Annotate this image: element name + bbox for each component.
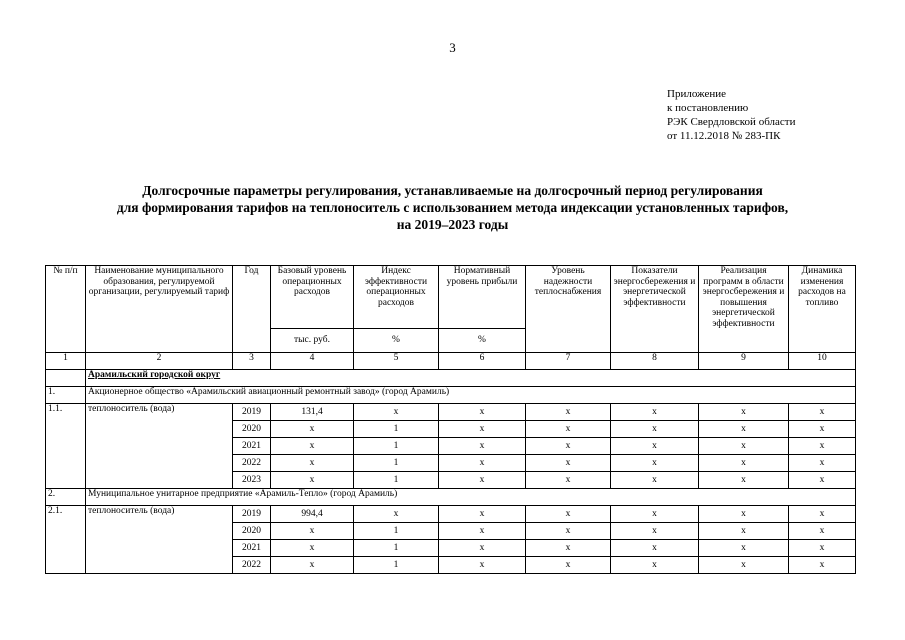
value-cell: x	[789, 421, 856, 438]
value-cell: x	[439, 472, 526, 489]
column-number: 2	[86, 353, 233, 370]
value-cell: x	[699, 540, 789, 557]
appendix-line: Приложение	[667, 88, 727, 100]
title-line: для формирования тарифов на теплоноситель с использованием метода индексации установленных тарифов,	[116, 200, 789, 215]
column-number: 9	[699, 353, 789, 370]
value-cell: x	[439, 438, 526, 455]
column-number: 4	[271, 353, 354, 370]
title-line: Долгосрочные параметры регулирования, устанавливаемые на долгосрочный период регулирования	[142, 183, 763, 198]
value-cell: x	[789, 455, 856, 472]
value-cell: x	[439, 557, 526, 574]
value-cell: 1	[354, 540, 439, 557]
unit-cell: %	[354, 329, 439, 353]
value-cell: x	[271, 455, 354, 472]
org-num: 1.	[46, 387, 86, 404]
value-cell: x	[699, 404, 789, 421]
value-cell: x	[789, 438, 856, 455]
value-cell: x	[526, 523, 611, 540]
region-label: Арамильский городской округ	[88, 370, 221, 380]
year-cell: 2021	[233, 438, 271, 455]
title-line: на 2019–2023 годы	[396, 217, 509, 232]
column-number-row	[46, 353, 856, 370]
value-cell: x	[439, 540, 526, 557]
value-cell: 1	[354, 438, 439, 455]
tariff-group-1	[46, 404, 856, 489]
value-cell: x	[271, 421, 354, 438]
value-cell: x	[271, 438, 354, 455]
column-number: 7	[526, 353, 611, 370]
value-cell: x	[439, 421, 526, 438]
header-fuel-dynamics: Динамика изменения расходов на топливо	[789, 266, 856, 353]
value-cell: x	[611, 472, 699, 489]
value-cell: x	[271, 557, 354, 574]
header-year: Год	[233, 266, 271, 353]
data-row	[46, 506, 856, 523]
unit-cell: тыс. руб.	[271, 329, 354, 353]
tariff-group-2	[46, 506, 856, 574]
year-cell: 2020	[233, 523, 271, 540]
org-num: 2.	[46, 489, 86, 506]
value-cell: x	[439, 404, 526, 421]
value-cell: x	[611, 438, 699, 455]
header-reliability: Уровень надежности теплоснабжения	[526, 266, 611, 353]
year-cell: 2021	[233, 540, 271, 557]
value-cell: x	[526, 404, 611, 421]
value-cell: 1	[354, 557, 439, 574]
value-cell: x	[699, 557, 789, 574]
header-energy-programs: Реализация программ в области энергосбережения и повышения энергетической эффективности	[699, 266, 789, 353]
region-num-cell	[46, 370, 86, 387]
value-cell: x	[439, 455, 526, 472]
data-row	[46, 404, 856, 421]
value-cell: x	[526, 438, 611, 455]
value-cell: x	[611, 506, 699, 523]
org-name: Акционерное общество «Арамильский авиационный ремонтный завод» (город Арамиль)	[86, 387, 856, 404]
value-cell: x	[271, 523, 354, 540]
value-cell: x	[789, 557, 856, 574]
value-cell: x	[699, 506, 789, 523]
value-cell: x	[439, 523, 526, 540]
value-cell: x	[611, 455, 699, 472]
tariff-name: теплоноситель (вода)	[86, 506, 233, 574]
value-cell: x	[611, 421, 699, 438]
value-cell: x	[699, 455, 789, 472]
value-cell: x	[271, 540, 354, 557]
appendix-line: РЭК Свердловской области	[667, 116, 796, 128]
column-number: 8	[611, 353, 699, 370]
column-number: 1	[46, 353, 86, 370]
column-number: 3	[233, 353, 271, 370]
appendix-line: от 11.12.2018 № 283-ПК	[667, 130, 781, 142]
value-cell: x	[611, 523, 699, 540]
value-cell: x	[354, 404, 439, 421]
year-cell: 2019	[233, 506, 271, 523]
value-cell: x	[789, 523, 856, 540]
value-cell: x	[526, 506, 611, 523]
organization-row	[46, 489, 856, 506]
value-cell: x	[789, 540, 856, 557]
value-cell: 131,4	[271, 404, 354, 421]
value-cell: 994,4	[271, 506, 354, 523]
appendix-line: к постановлению	[667, 102, 749, 114]
header-num: № п/п	[46, 266, 86, 353]
unit-cell: %	[439, 329, 526, 353]
tariff-num: 2.1.	[46, 506, 86, 574]
value-cell: 1	[354, 472, 439, 489]
value-cell: x	[439, 506, 526, 523]
page-number: 3	[449, 40, 456, 55]
column-number: 6	[439, 353, 526, 370]
year-cell: 2023	[233, 472, 271, 489]
value-cell: x	[354, 506, 439, 523]
year-cell: 2019	[233, 404, 271, 421]
header-name: Наименование муниципального образования, регулируемой организации, регулируемый тариф	[86, 266, 233, 353]
value-cell: x	[789, 506, 856, 523]
column-number: 5	[354, 353, 439, 370]
value-cell: x	[611, 404, 699, 421]
value-cell: x	[699, 438, 789, 455]
value-cell: x	[526, 472, 611, 489]
tariff-num: 1.1.	[46, 404, 86, 489]
value-cell: x	[526, 455, 611, 472]
year-cell: 2022	[233, 455, 271, 472]
value-cell: x	[611, 557, 699, 574]
value-cell: x	[789, 404, 856, 421]
header-efficiency-index: Индекс эффективности операционных расходов	[354, 266, 439, 329]
header-normative-profit: Нормативный уровень прибыли	[439, 266, 526, 329]
appendix-block	[667, 87, 795, 143]
value-cell: x	[526, 540, 611, 557]
value-cell: x	[271, 472, 354, 489]
value-cell: x	[699, 523, 789, 540]
value-cell: 1	[354, 523, 439, 540]
tariff-name: теплоноситель (вода)	[86, 404, 233, 489]
header-base-opex: Базовый уровень операционных расходов	[271, 266, 354, 329]
organization-row	[46, 387, 856, 404]
value-cell: 1	[354, 455, 439, 472]
value-cell: x	[789, 472, 856, 489]
value-cell: x	[699, 421, 789, 438]
year-cell: 2020	[233, 421, 271, 438]
column-number: 10	[789, 353, 856, 370]
header-energy-indicators: Показатели энергосбережения и энергетической эффективности	[611, 266, 699, 353]
region-name	[86, 370, 856, 387]
region-row	[46, 370, 856, 387]
value-cell: x	[699, 472, 789, 489]
value-cell: 1	[354, 421, 439, 438]
document-title	[60, 182, 845, 233]
value-cell: x	[526, 421, 611, 438]
year-cell: 2022	[233, 557, 271, 574]
value-cell: x	[526, 557, 611, 574]
parameters-table	[45, 265, 856, 574]
value-cell: x	[611, 540, 699, 557]
header-row	[46, 266, 856, 329]
org-name: Муниципальное унитарное предприятие «Арамиль-Тепло» (город Арамиль)	[86, 489, 856, 506]
